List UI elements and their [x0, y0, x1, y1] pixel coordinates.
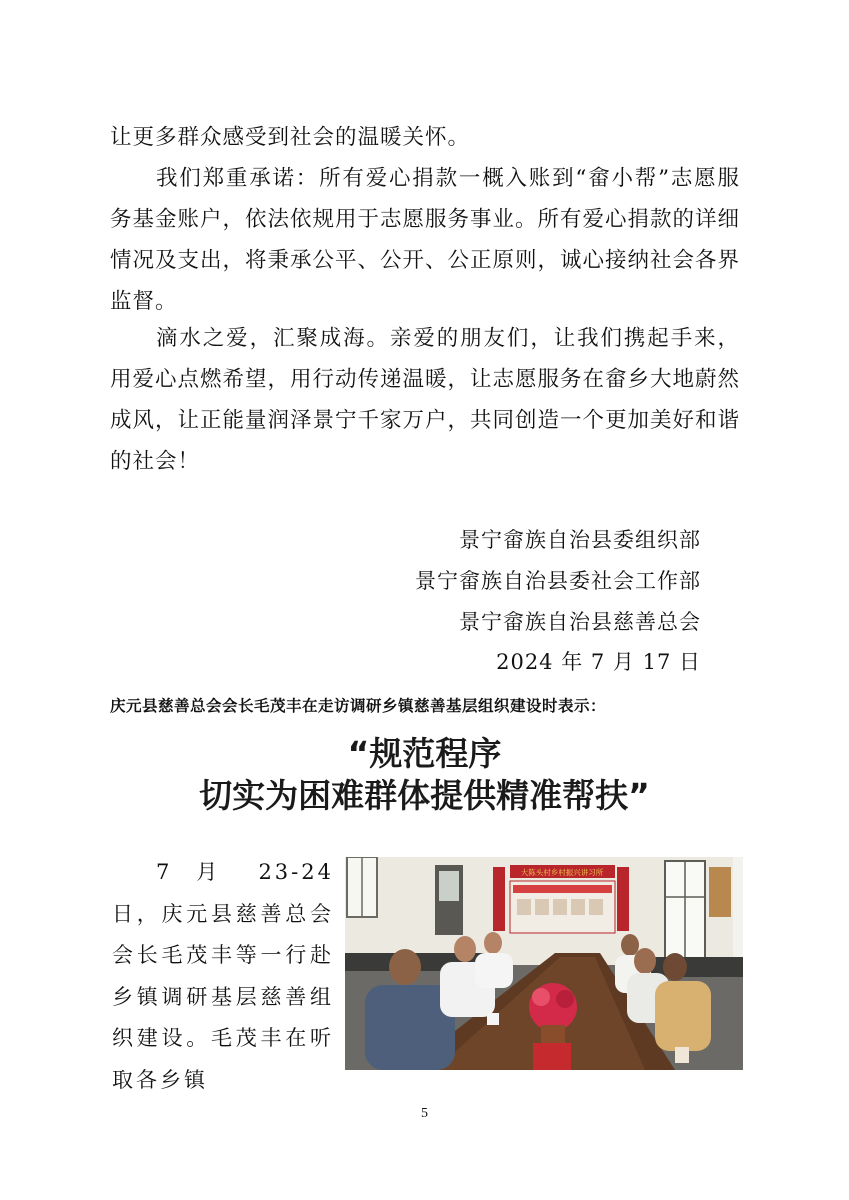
paragraph-closing-line: 让更多群众感受到社会的温暖关怀。 — [110, 125, 471, 150]
news-headline-line-2: 切实为困难群体提供精准帮扶” — [199, 776, 650, 815]
signature-date: 2024 年 7 月 17 日 — [496, 650, 701, 674]
news-headline-line-1: “规范程序 — [347, 734, 502, 773]
page-number: 5 — [421, 1106, 428, 1121]
news-lead: 庆元县慈善总会会长毛茂丰在走访调研乡镇慈善基层组织建设时表示： — [110, 697, 607, 715]
signature-org-3: 景宁畲族自治县慈善总会 — [459, 610, 701, 634]
photo-banner-text: 大陈头村乡村振兴讲习所 — [520, 868, 604, 877]
paragraph-appeal: 滴水之爱，汇聚成海。亲爱的朋友们，让我们携起手来，用爱心点燃希望，用行动传递温暖，让志愿服务在畲乡大地蔚然成风，让正能量润泽景宁千家万户，共同创造一个更加美好和谐的社会！ — [110, 326, 741, 474]
signature-org-1: 景宁畲族自治县委组织部 — [459, 528, 701, 552]
news-body-text-content: 7 月 23-24 日，庆元县慈善总会会长毛茂丰等一行赴乡镇调研基层慈善组织建设。毛茂丰在听取各乡镇 — [112, 860, 334, 1092]
paragraph-commitment: 我们郑重承诺：所有爱心捐款一概入账到“畲小帮”志愿服务基金账户，依法依规用于志愿服务事业。所有爱心捐款的详细情况及支出，将秉承公平、公开、公正原则，诚心接纳社会各界监督。 — [110, 166, 741, 314]
news-body-text — [112, 852, 334, 1101]
signature-org-2: 景宁畲族自治县委社会工作部 — [415, 569, 701, 593]
meeting-photo-illustration — [345, 857, 743, 1070]
meeting-photo — [345, 857, 743, 1070]
